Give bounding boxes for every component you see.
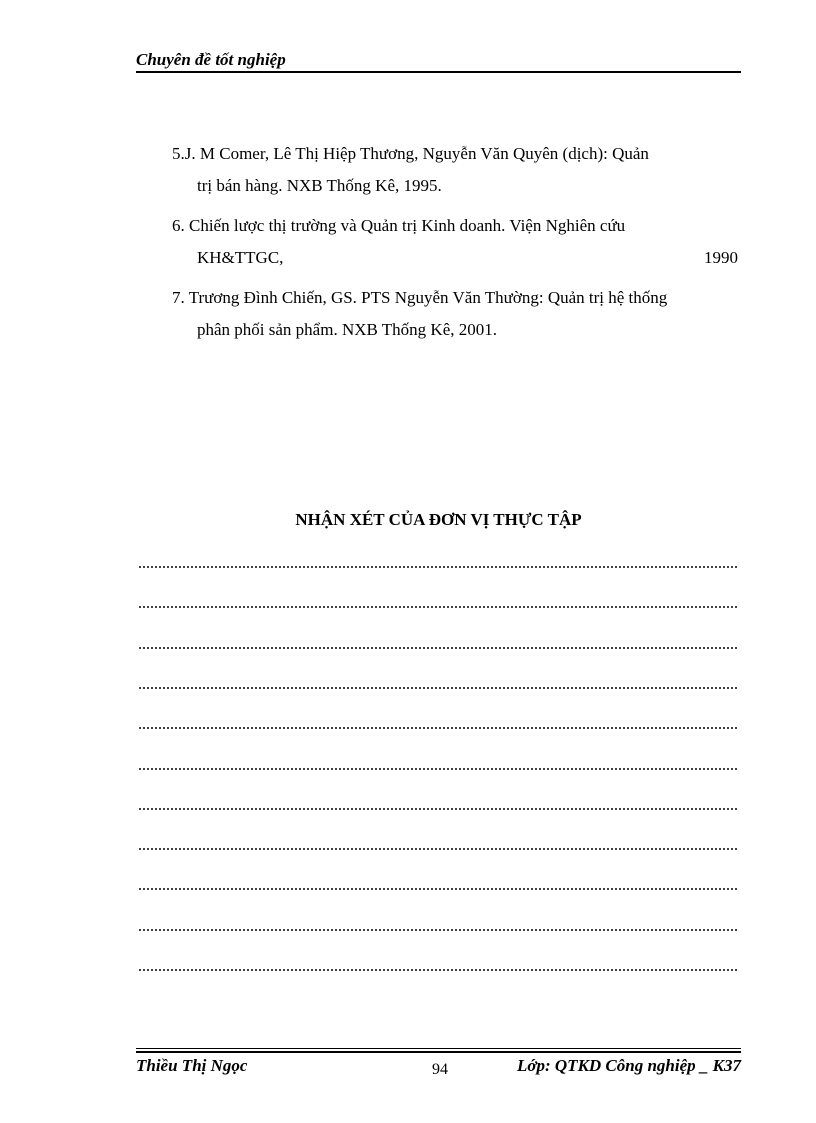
header-rule [136, 71, 741, 73]
reference-line: 6. Chiến lược thị trường và Quản trị Kinh doanh. Viện Nghiên cứu [172, 216, 626, 235]
reference-line: 7. Trương Đình Chiến, GS. PTS Nguyễn Văn Thường: Quản trị hệ thống [172, 288, 668, 307]
reference-year: 1990 [704, 248, 738, 267]
comment-dotted-line [138, 929, 738, 931]
comment-dotted-line [138, 606, 738, 608]
comment-dotted-line [138, 848, 738, 850]
comment-dotted-line [138, 808, 738, 810]
reference-line: phân phối sản phẩm. NXB Thống Kê, 2001. [197, 320, 497, 339]
comment-dotted-line [138, 727, 738, 729]
page-number: 94 [432, 1061, 448, 1078]
footer-author: Thiều Thị Ngọc [136, 1056, 248, 1075]
reference-line [172, 242, 738, 274]
comment-dotted-line [138, 768, 738, 770]
reference-item-5 [172, 138, 738, 202]
reference-line: 5.J. M Comer, Lê Thị Hiệp Thương, Nguyễn Văn Quyên (dịch): Quản [172, 144, 649, 163]
reference-item-7 [172, 282, 738, 346]
footer-class-label: Lớp: QTKD Công nghiệp _ K37 [516, 1056, 741, 1075]
reference-publisher: KH&TTGC, [197, 248, 284, 267]
comment-dotted-line [138, 969, 738, 971]
footer-rule [136, 1048, 741, 1049]
reference-item-6 [172, 210, 738, 274]
footer-rule [136, 1051, 741, 1053]
comment-section-title: NHẬN XÉT CỦA ĐƠN VỊ THỰC TẬP [295, 510, 582, 529]
comment-dotted-line [138, 687, 738, 689]
comment-dotted-line [138, 647, 738, 649]
comment-dotted-line [138, 566, 738, 568]
reference-line: trị bán hàng. NXB Thống Kê, 1995. [197, 176, 442, 195]
comment-dotted-line [138, 888, 738, 890]
page-header-title: Chuyên đề tốt nghiệp [136, 50, 286, 69]
